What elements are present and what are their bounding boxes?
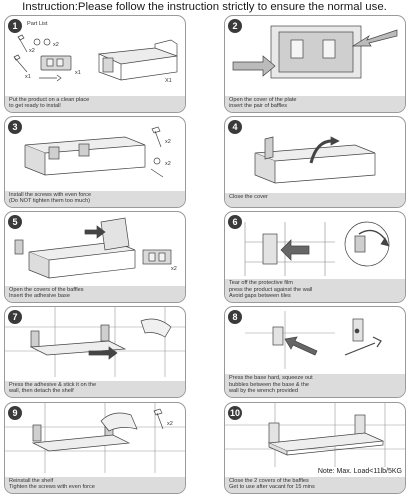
caption-line: Tear off the protective film [229, 280, 293, 287]
caption-line: press the product against the wall [229, 286, 313, 293]
step-9-panel [4, 402, 186, 494]
step-8-panel [224, 306, 406, 398]
caption-line: Close the cover [229, 194, 268, 200]
step-3-illustration [5, 117, 185, 189]
step-number: 1 [8, 19, 22, 33]
qty-screws: x2 [165, 139, 171, 145]
step-2-panel [224, 15, 406, 113]
qty-wrench: x1 [25, 74, 31, 80]
step-number: 4 [228, 120, 242, 134]
step-number: 8 [228, 310, 242, 324]
caption-line: Avoid gaps between tiles [229, 293, 291, 300]
caption-line: Close the 2 covers of the baffles [229, 477, 309, 484]
step-7-panel [4, 306, 186, 398]
instruction-title: Instruction:Please follow the instruction strictly to ensure the normal use. [22, 1, 387, 13]
qty-base: x1 [75, 70, 81, 76]
step-caption [225, 374, 405, 397]
step-7-illustration [5, 307, 185, 377]
step-2-illustration [225, 16, 405, 96]
step-5-illustration [5, 212, 185, 284]
part-list-illustration [5, 16, 185, 96]
caption-line: to get ready to install [9, 103, 61, 110]
step-caption [225, 96, 405, 112]
step-caption [225, 279, 405, 302]
caption-line: Press the base hard, squeeze out [229, 375, 313, 382]
part-list-header: Part List [27, 21, 48, 27]
step-caption [225, 193, 405, 207]
step-number: 7 [8, 310, 22, 324]
step-caption [5, 477, 185, 493]
caption-line: Reinstall the shelf [9, 477, 54, 484]
step-caption [5, 96, 185, 112]
caption-line: insert the pair of baffles [229, 103, 288, 110]
max-load-note: Note: Max. Load<11lb/5KG [317, 468, 402, 475]
qty-base: x2 [171, 266, 177, 272]
step-number: 3 [8, 120, 22, 134]
caption-line: (Do NOT tighten them too much) [9, 198, 91, 205]
caption-line: wall, then detach the shelf [9, 388, 74, 395]
step-caption [5, 191, 185, 207]
step-8-illustration [225, 307, 405, 373]
step-number: 10 [229, 408, 240, 418]
step-4-panel [224, 116, 406, 208]
step-number: 6 [228, 215, 242, 229]
step-number: 2 [228, 19, 242, 33]
step-caption [225, 477, 405, 493]
step-5-panel [4, 211, 186, 303]
caption-line: Open the cover of the plate [229, 96, 297, 103]
caption-line: Press the adhesive & stick it on the [9, 381, 97, 388]
caption-line: Install the screws with even force [9, 191, 92, 198]
step-3-panel [4, 116, 186, 208]
qty-screws: x2 [29, 48, 35, 54]
caption-line: Open the covers of the baffles [9, 286, 84, 293]
step-number: 9 [8, 406, 22, 420]
step-6-panel [224, 211, 406, 303]
caption-line: Get to use after vacant for 15 mins [229, 484, 315, 491]
step-9-illustration [5, 403, 185, 473]
step-caption [5, 286, 185, 302]
step-6-illustration [225, 212, 405, 282]
caption-line: Insert the adhesive base [9, 293, 70, 300]
step-caption [5, 381, 185, 397]
step-10-panel [224, 402, 406, 494]
step-4-illustration [225, 117, 405, 189]
qty-screws: x2 [167, 421, 173, 427]
qty-nuts: x2 [165, 161, 171, 167]
caption-line: bubbles between the base & the [229, 381, 309, 388]
step-10-illustration [225, 403, 405, 467]
caption-line: Tighten the screws with even force [9, 484, 95, 491]
caption-line: Put the product on a clean place [9, 96, 90, 103]
step-number: 5 [8, 215, 22, 229]
step-1-panel [4, 15, 186, 113]
qty-shelf: X1 [165, 78, 172, 84]
qty-nuts: x2 [53, 42, 59, 48]
caption-line: wall by the wrench provided [229, 388, 299, 395]
